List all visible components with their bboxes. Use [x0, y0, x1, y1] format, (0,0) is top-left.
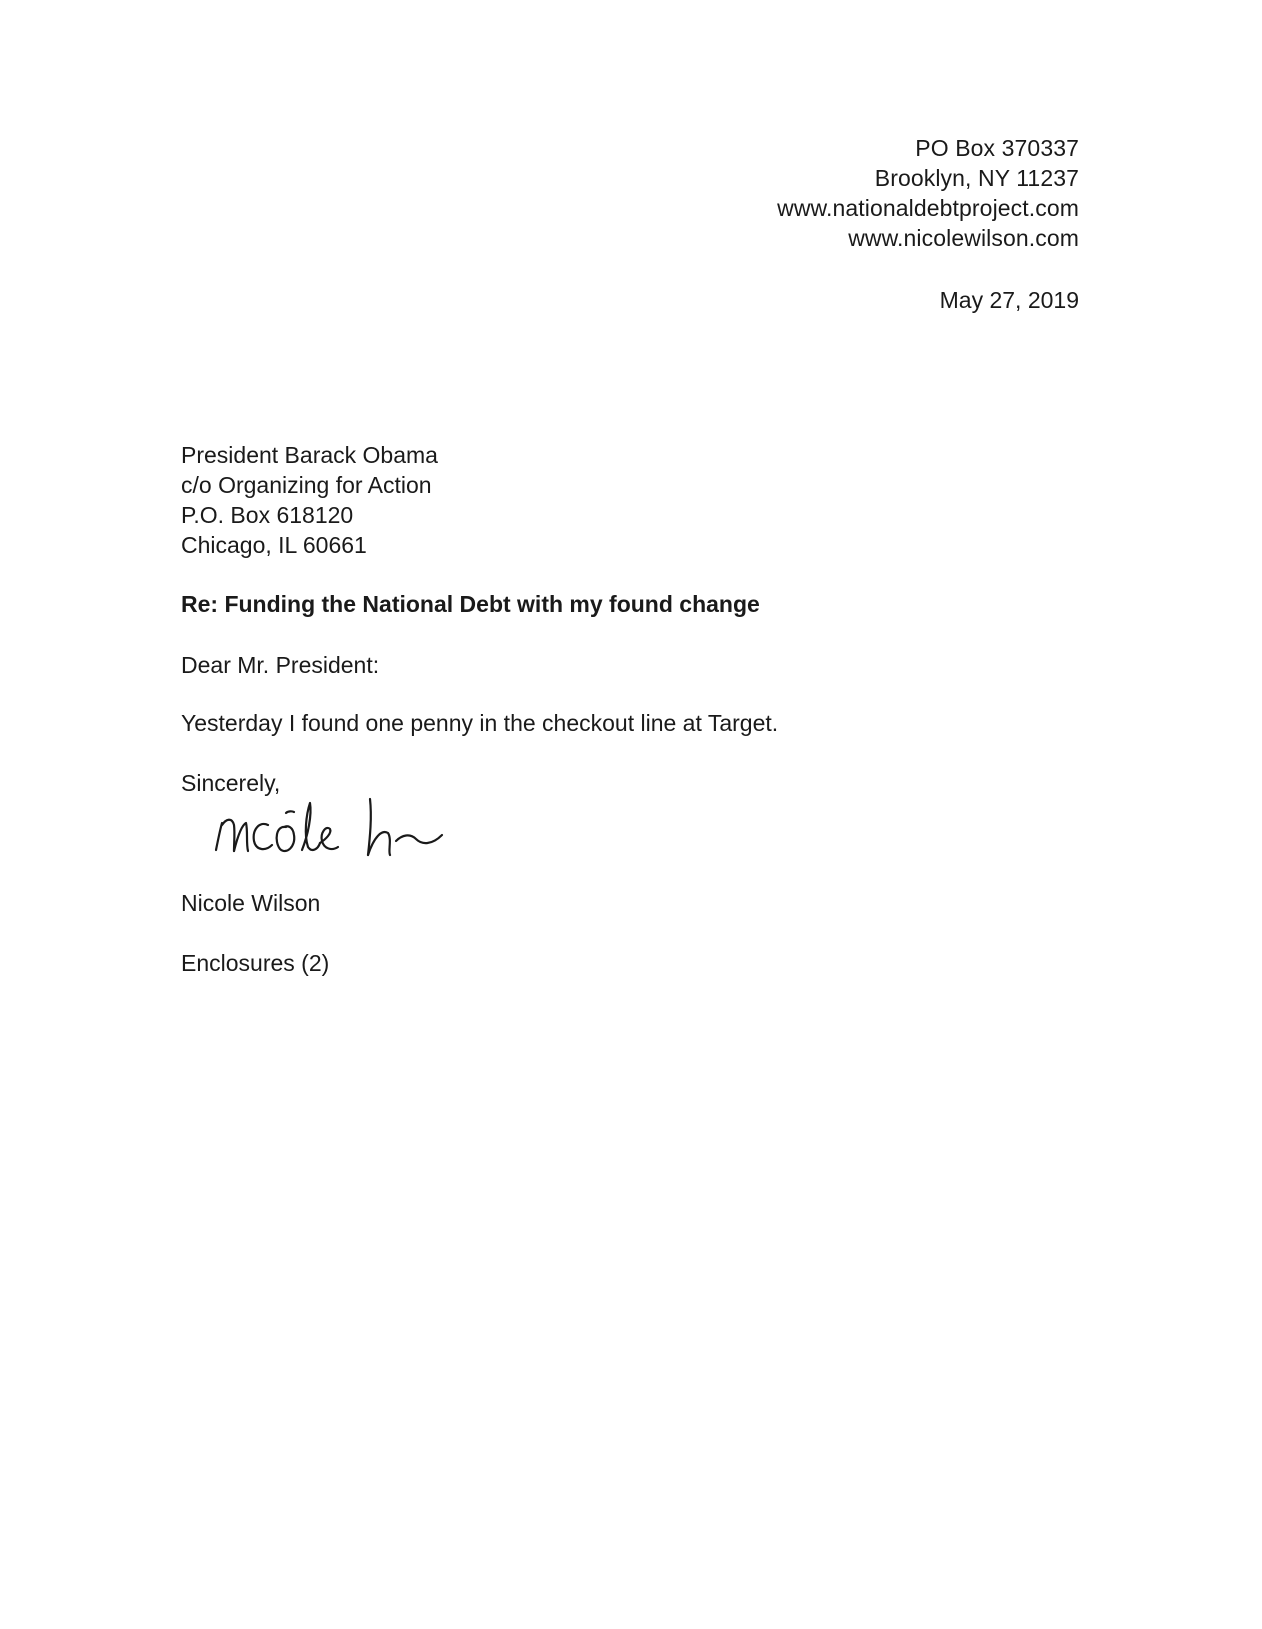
closing: Sincerely, — [181, 770, 281, 796]
sender-city-state-zip: Brooklyn, NY 11237 — [874, 165, 1079, 191]
sender-website-national-debt-project: www.nationaldebtproject.com — [777, 195, 1079, 221]
enclosures-note: Enclosures (2) — [181, 950, 330, 976]
salutation: Dear Mr. President: — [181, 652, 380, 678]
letter-date: May 27, 2019 — [939, 287, 1079, 313]
recipient-city-state-zip: Chicago, IL 60661 — [181, 532, 367, 558]
subject-line: Re: Funding the National Debt with my found change — [181, 591, 760, 617]
sender-po-box: PO Box 370337 — [915, 135, 1079, 161]
recipient-name: President Barack Obama — [181, 442, 438, 468]
recipient-care-of: c/o Organizing for Action — [181, 472, 432, 498]
signer-name: Nicole Wilson — [181, 890, 321, 916]
letter-body: Yesterday I found one penny in the checkout line at Target. — [181, 710, 779, 736]
sender-address-block — [777, 133, 1079, 253]
recipient-po-box: P.O. Box 618120 — [181, 502, 354, 528]
recipient-address-block — [181, 440, 438, 560]
handwritten-signature — [212, 795, 472, 870]
sender-website-nicole-wilson: www.nicolewilson.com — [848, 225, 1079, 251]
